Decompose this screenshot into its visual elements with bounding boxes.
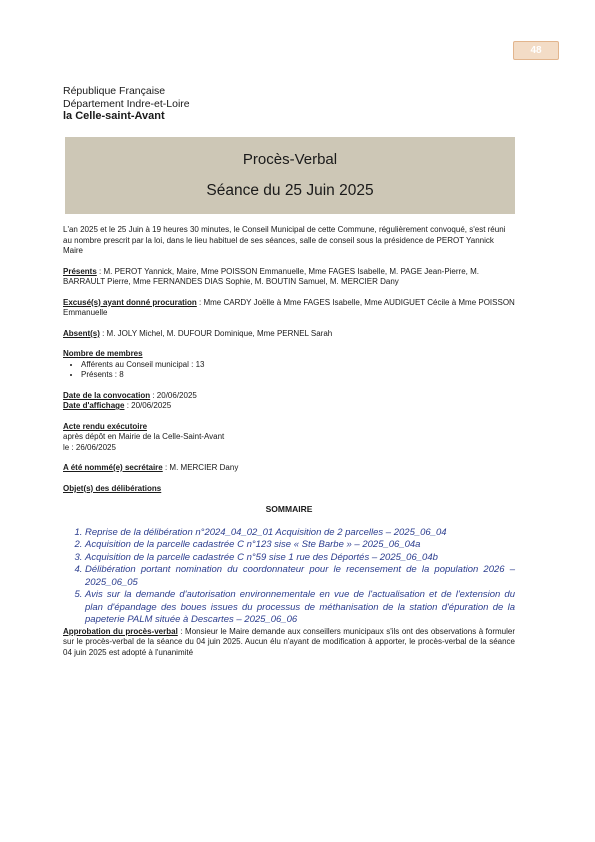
executoire-depot: après dépôt en Mairie de la Celle-Saint-Avant <box>63 432 225 441</box>
approbation-text: : Monsieur le Maire demande aux conseillers municipaux s'ils ont des observations à formuler sur le procès-verbal de la séance du 04 juin 2025. Aucun élu n'ayant de modification à apporter, le procès-verbal de la séance 04 juin 2025 est adopté à l'unanimité <box>63 626 516 657</box>
secretaire-name: : M. MERCIER Dany <box>162 463 239 472</box>
affichage-date: : 20/06/2025 <box>124 401 172 410</box>
affichage-label: Date d'affichage <box>63 401 125 410</box>
membres-list <box>63 360 515 381</box>
presents-label: Présents <box>63 266 97 276</box>
approbation-label: Approbation du procès-verbal <box>63 626 178 636</box>
procuration-paragraph <box>63 298 515 319</box>
absents-label: Absent(s) <box>63 328 100 338</box>
document-title: Procès-Verbal <box>242 151 338 168</box>
membres-afferents: • Afférents au Conseil municipal : 13 <box>81 360 515 371</box>
executoire-label: Acte rendu exécutoire <box>63 421 148 431</box>
intro-paragraph: L'an 2025 et le 25 Juin à 19 heures 30 minutes, le Conseil Municipal de cette Commune, régulièrement convoqué, s'est réuni au nombre prescrit par la loi, dans le lieu habituel de ses séances, salle de conseil sous la présidence de PEROT Yannick Maire <box>63 225 506 255</box>
page-number-badge: 48 <box>513 41 559 60</box>
sommaire-item: 1. Reprise de la délibération n°2024_04_02_01 Acquisition de 2 parcelles – 2025_06_04 <box>85 527 515 540</box>
procuration-text: : Mme CARDY Joëlle à Mme FAGES Isabelle, Mme AUDIGUET Cécile à Mme POISSON Emmanuelle <box>63 297 515 317</box>
executoire-date: le : 26/06/2025 <box>63 442 116 452</box>
secretaire-line <box>63 463 515 474</box>
convocation-line <box>63 391 515 402</box>
header-republique: République Française <box>63 85 166 97</box>
membres-presents: • Présents : 8 <box>81 370 515 381</box>
approbation-paragraph <box>63 627 515 659</box>
sommaire-item: 3. Acquisition de la parcelle cadastrée C n°59 sise 1 rue des Déportés – 2025_06_04b <box>85 552 515 565</box>
membres-label: Nombre de membres <box>63 349 143 358</box>
sommaire-item: 4. Délibération portant nomination du coordonnateur pour le recensement de la population 2026 – 2025_06_05 <box>85 564 515 589</box>
objets-label: Objet(s) des délibérations <box>63 483 162 493</box>
convocation-date: : 20/06/2025 <box>150 390 197 400</box>
sommaire-item: 2. Acquisition de la parcelle cadastrée C n°123 sise « Ste Barbe » – 2025_06_04a <box>85 539 515 552</box>
header-commune: la Celle-saint-Avant <box>63 110 165 122</box>
convocation-label: Date de la convocation <box>63 390 151 400</box>
header-departement: Département Indre-et-Loire <box>63 97 190 110</box>
affichage-line <box>63 401 515 412</box>
secretaire-label: A été nommé(e) secrétaire <box>63 463 163 472</box>
sommaire-item: 5. Avis sur la demande d'autorisation environnementale en vue de l'actualisation et de l'extension du plan d'épandage des boues issues du processus de méthanisation de la station d'épuration de la papeterie PALM située à Descartes – 2025_06_06 <box>85 589 515 627</box>
session-date-title: Séance du 25 Juin 2025 <box>206 182 374 199</box>
title-banner <box>65 137 515 214</box>
absents-paragraph <box>63 329 515 340</box>
sommaire-title: SOMMAIRE <box>265 504 313 514</box>
presents-paragraph <box>63 267 515 288</box>
sommaire-list <box>63 527 515 627</box>
procuration-label: Excusé(s) ayant donné procuration <box>63 297 197 307</box>
document-body <box>63 225 515 658</box>
presents-text: : M. PEROT Yannick, Maire, Mme POISSON Emmanuelle, Mme FAGES Isabelle, M. PAGE Jean-Pierre, M. BARRAULT Pierre, Mme FERNANDES DIAS Sophie, M. BOUTIN Samuel, M. MERCIER Dany <box>63 266 479 286</box>
absents-text: : M. JOLY Michel, M. DUFOUR Dominique, Mme PERNEL Sarah <box>99 328 333 338</box>
document-header <box>63 85 190 123</box>
